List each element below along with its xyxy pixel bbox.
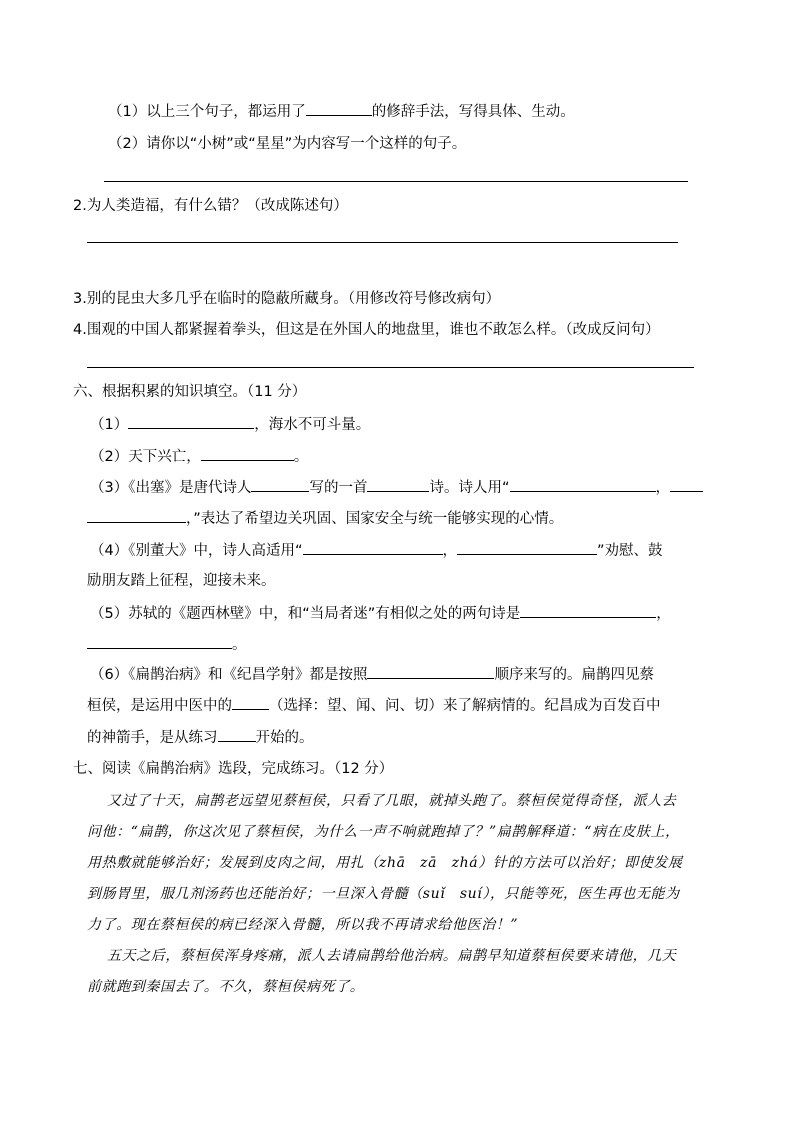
q6-item1-num: （1） (90, 417, 129, 433)
q6-item3-comma: ， (655, 480, 670, 496)
q6-item2 (90, 446, 308, 467)
q5-sub2-answer-line[interactable] (104, 181, 688, 182)
q6-item4-blank2[interactable] (457, 540, 597, 555)
q5-item4-answer-line[interactable] (87, 367, 694, 368)
q6-item2-text: （2）天下兴亡， (90, 449, 201, 465)
q6-item5-line2 (87, 634, 247, 655)
q6-item5-period: 。 (232, 637, 247, 653)
q7-title: 七、阅读《扁鹊治病》选段，完成练习。（12 分） (73, 761, 394, 777)
q6-item6-text-c: 桓侯，是运用中医中的 (87, 698, 232, 714)
q5-sub1-text-end: 的修辞手法，写得具体、生动。 (371, 104, 575, 120)
q7-passage-line: 五天之后，蔡桓侯浑身疼痛，派人去请扁鹊给他治病。扁鹊早知道蔡桓侯要来请他，几天 (107, 948, 677, 964)
q6-item3-blank-genre[interactable] (367, 477, 429, 492)
q7-passage-line: 用热敷就能够治好；发展到皮肉之间，用扎（zhā zā zhá）针的方法可以治好；即使发展 (87, 855, 683, 871)
q6-item1 (90, 414, 370, 435)
q6-item3-text-b: 写的一首 (309, 480, 368, 496)
q6-item4-text-c: ”劝慰、鼓 (597, 543, 663, 559)
q6-item6-line2 (87, 695, 661, 716)
q6-item2-end: 。 (293, 449, 309, 465)
q6-item4-comma: ， (442, 543, 457, 559)
q6-item6-text-e: 的神箭手，是从练习 (87, 730, 218, 746)
q6-item1-text: ，海水不可斗量。 (254, 417, 371, 433)
q6-item4-line2: 励朋友踏上征程，迎接未来。 (87, 573, 276, 589)
q6-item3-blank-line2b[interactable] (87, 508, 186, 523)
q5-item4: 4.围观的中国人都紧握着拳头，但这是在外国人的地盘里，谁也不敢怎么样。（改成反问句） (73, 322, 660, 338)
q7-passage-line: 到肠胃里，服几剂汤药也还能治好；一旦深入骨髓（suǐ suí），只能等死，医生再也无能为 (87, 886, 680, 902)
q6-item6-line3 (87, 727, 314, 748)
q6-item5-blank2[interactable] (87, 634, 232, 649)
q5-sub2: （2）请你以“小树”或“星星”为内容写一个这样的句子。 (108, 136, 467, 152)
q6-item6-blank-practice[interactable] (218, 727, 256, 742)
q7-passage-line: 前就跑到秦国去了。不久，蔡桓侯病死了。 (87, 979, 365, 995)
q6-item6-text-b: 顺序来写的。扁鹊四见蔡 (494, 667, 654, 683)
q6-item6-text-d: （选择：望、闻、问、切）来了解病情的。纪昌成为百发百中 (269, 698, 661, 714)
q6-item3-blank-poet[interactable] (251, 477, 309, 492)
q6-item3-blank-line1[interactable] (510, 477, 656, 492)
q7-passage-line: 力了。现在蔡桓侯的病已经深入骨髓，所以我不再请求给他医治！” (87, 917, 519, 933)
q6-item3-blank-line2a[interactable] (670, 477, 703, 492)
q6-item4-line1 (90, 540, 663, 561)
q6-item6-text-a: （6）《扁鹊治病》和《纪昌学射》都是按照 (90, 667, 368, 683)
q6-item5-text-a: （5）苏轼的《题西林壁》中，和“当局者迷”有相似之处的两句诗是 (90, 606, 521, 622)
q6-title: 六、根据积累的知识填空。（11 分） (73, 384, 307, 400)
q6-item6-line1 (90, 664, 654, 685)
q5-item3: 3.别的昆虫大多几乎在临时的隐蔽所藏身。（用修改符号修改病句） (73, 291, 501, 307)
q6-item4-blank1[interactable] (303, 540, 443, 555)
q6-item3-text-c: 诗。诗人用“ (429, 480, 510, 496)
q6-item3-text-a: （3）《出塞》是唐代诗人 (90, 480, 252, 496)
q6-item1-blank[interactable] (128, 414, 254, 429)
q6-item5-comma: ， (656, 606, 671, 622)
q6-item6-text-f: 开始的。 (255, 730, 314, 746)
q5-sub1 (108, 101, 575, 122)
q5-item2-answer-line[interactable] (87, 242, 678, 243)
q5-item2: 2.为人类造福，有什么错？（改成陈述句） (73, 198, 348, 214)
q6-item4-text-a: （4）《别董大》中，诗人高适用“ (90, 543, 303, 559)
q6-item3-line2 (87, 508, 563, 529)
q7-passage-line: 又过了十天，扁鹊老远望见蔡桓侯，只看了几眼，就掉头跑了。蔡桓侯觉得奇怪，派人去 (107, 793, 677, 809)
q6-item3-text-e: ，”表达了希望边关巩固、国家安全与统一能够实现的心情。 (186, 511, 564, 527)
q6-item6-blank-method[interactable] (232, 695, 269, 710)
q6-item2-blank[interactable] (201, 446, 294, 461)
q6-item5-blank1[interactable] (520, 603, 656, 618)
q6-item6-blank-order[interactable] (367, 664, 494, 679)
q6-item5-line1 (90, 603, 671, 624)
q5-sub1-blank[interactable] (306, 101, 372, 116)
q6-item3-line1 (90, 477, 703, 498)
q7-passage-line: 问他：“扁鹊，你这次见了蔡桓侯，为什么一声不响就跑掉了？”扁鹊解释道：“病在皮肤上， (87, 824, 680, 840)
q5-sub1-text: （1）以上三个句子，都运用了 (108, 104, 306, 120)
